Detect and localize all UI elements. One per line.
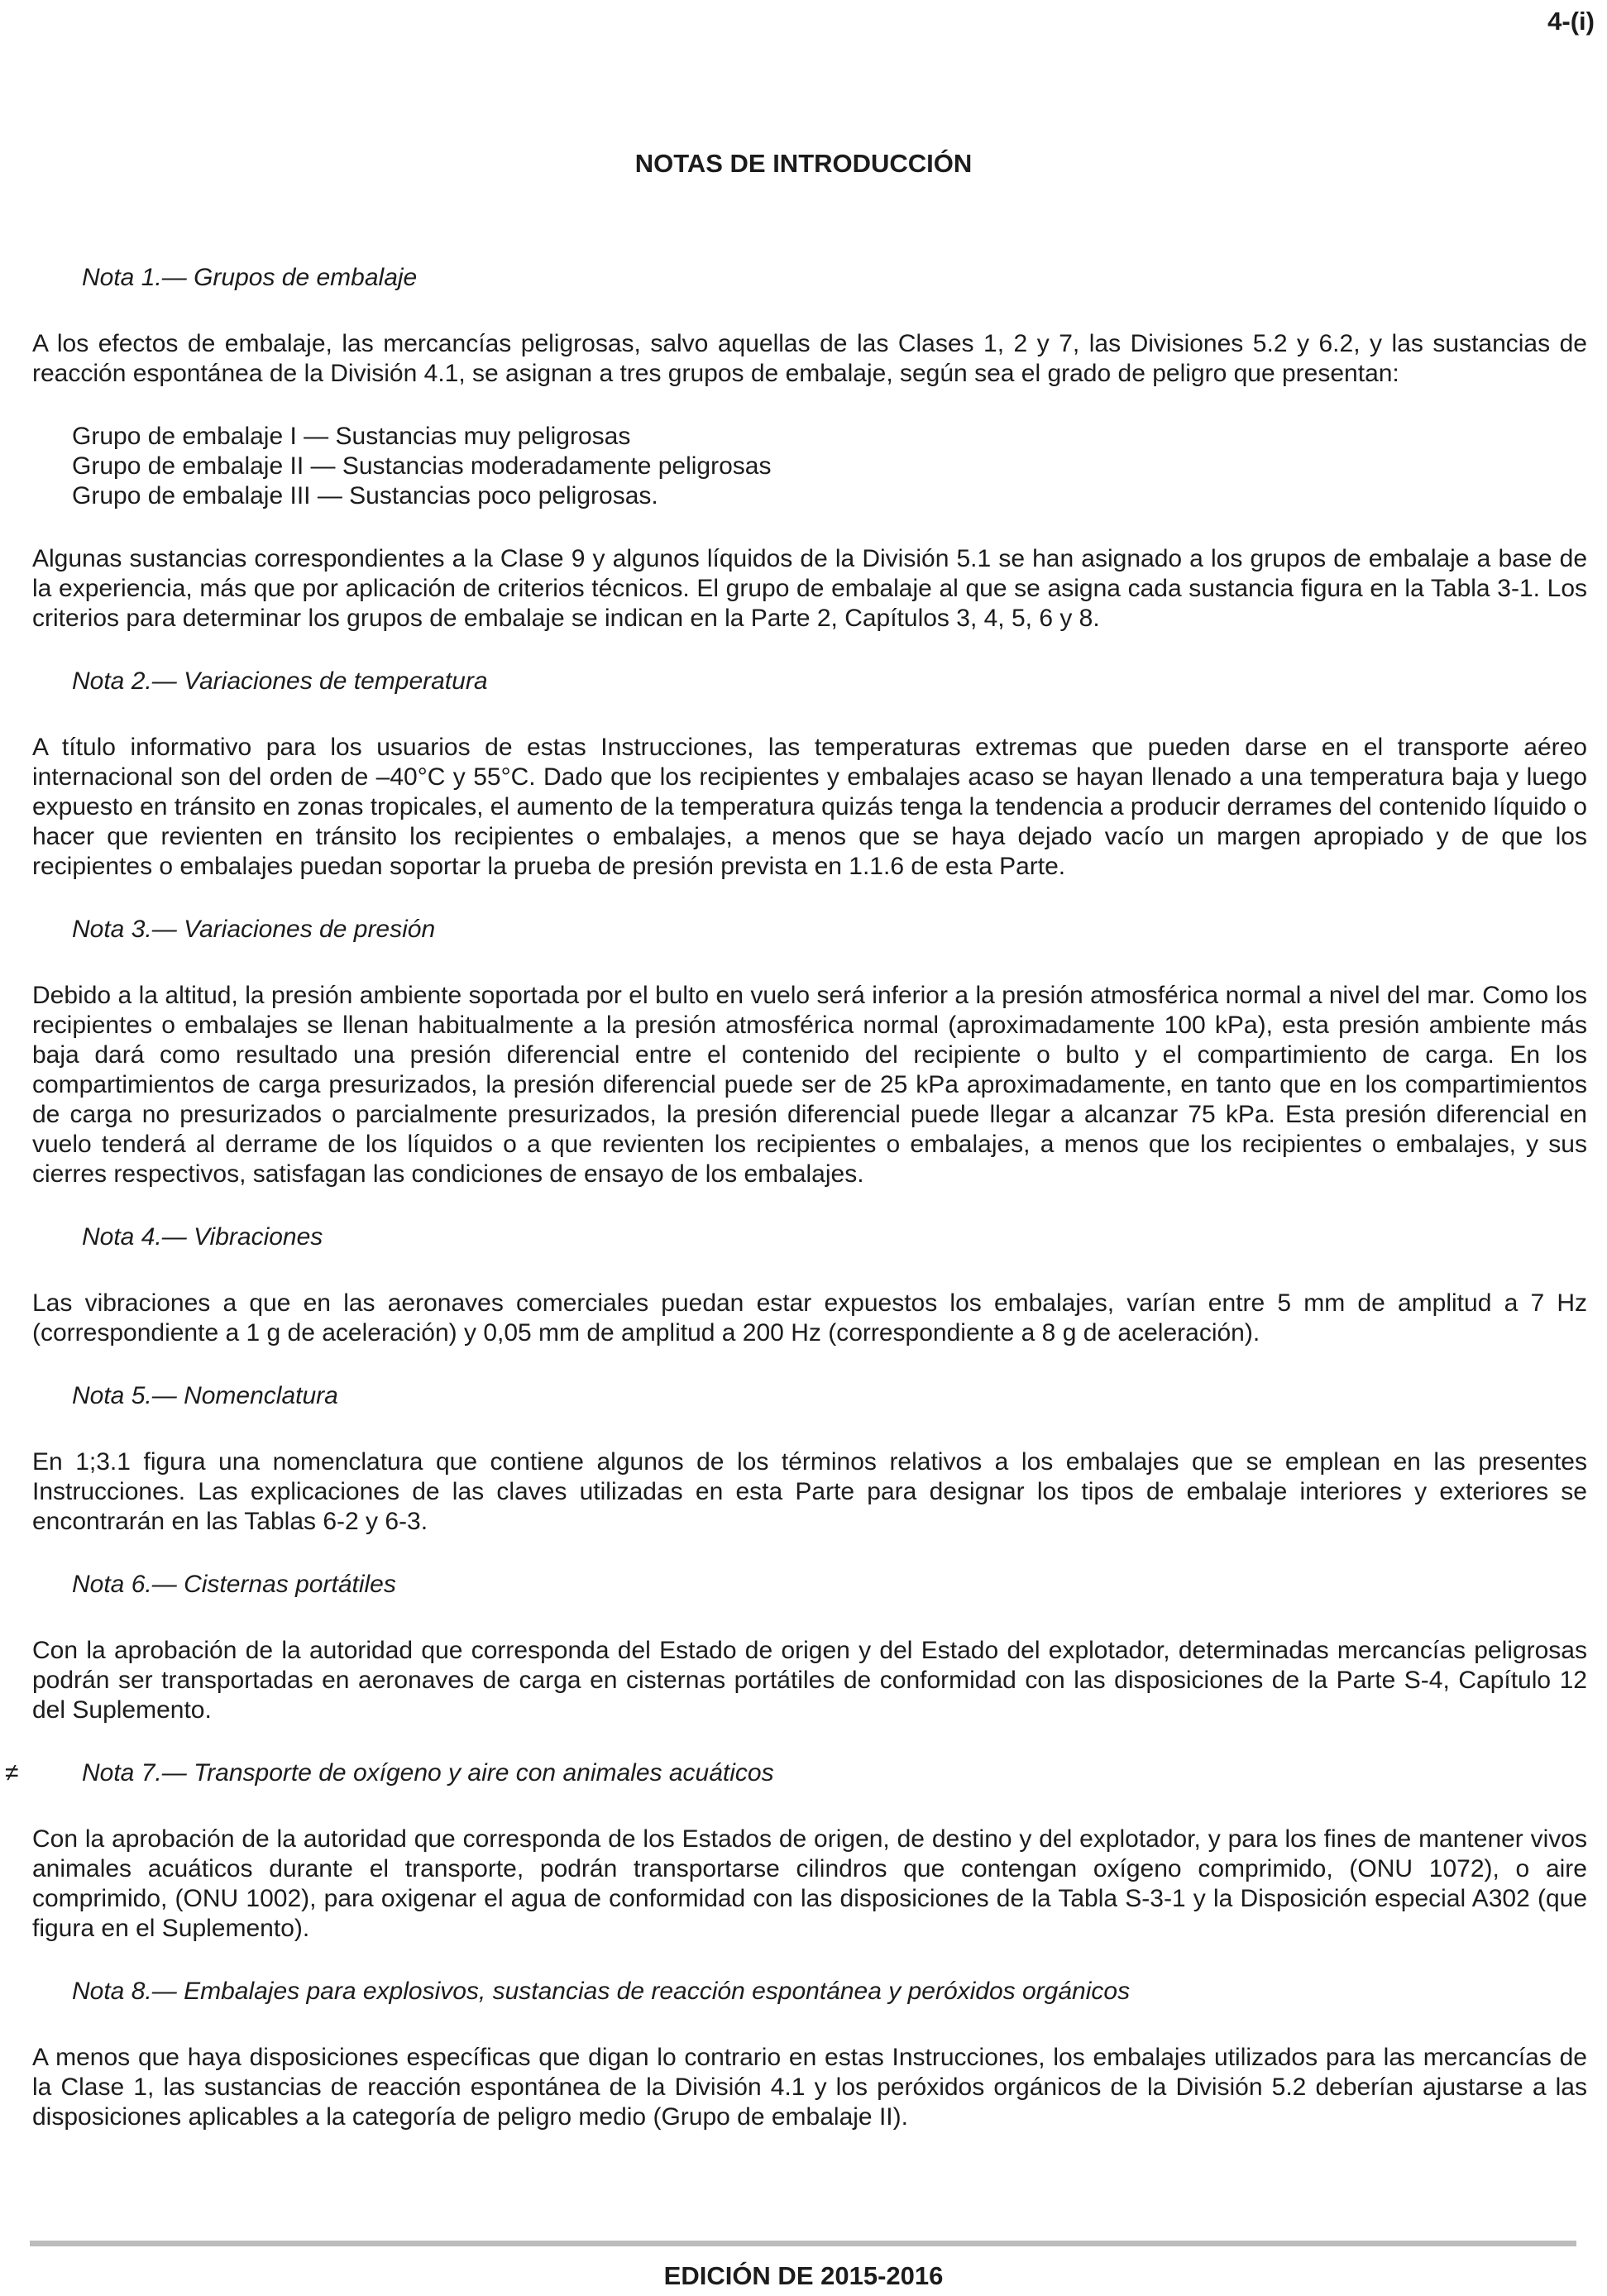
- note-title: Cisternas portátiles: [184, 1571, 396, 1598]
- note-paragraph: Debido a la altitud, la presión ambiente soportada por el bulto en vuelo será inferior a la presión atmosférica normal a nivel del mar. Como los recipientes o embalajes se llenan habitualmente a la presión atmosférica normal (aproximadamente 100 kPa), esta presión ambiente más baja dará como resultado una presión diferencial entre el contenido del recipiente o bulto y el compartimiento de carga. En los compartimientos de carga presurizados, la presión diferencial puede ser de 25 kPa aproximadamente, en tanto que en los compartimientos de carga no presurizados o parcialmente presurizados, la presión diferencial puede llegar a alcanzar 75 kPa. Esta presión diferencial en vuelo tenderá al derrame de los líquidos o a que revienten los recipientes o embalajes, a menos que los recipientes o embalajes, y sus cierres respectivos, satisfagan las condiciones de ensayo de los embalajes.: [32, 982, 1587, 1188]
- note-5: [32, 1381, 1587, 1537]
- note-paragraph: Con la aprobación de la autoridad que corresponda del Estado de origen y del Estado del explotador, determinadas mercancías peligrosas podrán ser transportadas en aeronaves de carga en cisternas portátiles de conformidad con las disposiciones de la Parte S-4, Capítulo 12 del Suplemento.: [32, 1637, 1587, 1724]
- note-2: [32, 667, 1587, 882]
- note-number: Nota 5.: [72, 1382, 152, 1409]
- note-heading: Nota 5.— Nomenclatura: [72, 1382, 338, 1409]
- note-paragraph: A título informativo para los usuarios de estas Instrucciones, las temperaturas extremas que pueden darse en el transporte aéreo internacional son del orden de –40°C y 55°C. Dado que los recipientes y embalajes acaso se hayan llenado a una temperatura baja y luego expuesto en tránsito en zonas tropicales, el aumento de la temperatura quizás tenga la tendencia a producir derrames del contenido líquido o hacer que revienten en tránsito los recipientes o embalajes, a menos que se haya dejado vacío un margen apropiado y de que los recipientes o embalajes puedan soportar la prueba de presión prevista en 1.1.6 de esta Parte.: [32, 734, 1587, 880]
- note-number: Nota 7.: [82, 1759, 162, 1787]
- note-7: [5, 1758, 1587, 1944]
- list-item: Grupo de embalaje I — Sustancias muy peligrosas: [72, 423, 631, 450]
- note-paragraph: A menos que haya disposiciones específicas que digan lo contrario en estas Instrucciones, los embalajes utilizados para las mercancías de la Clase 1, las sustancias de reacción espontánea de la División 4.1 y los peróxidos orgánicos de la División 5.2 deberían ajustarse a las disposiciones aplicables a la categoría de peligro medio (Grupo de embalaje II).: [32, 2044, 1587, 2131]
- note-paragraph: En 1;3.1 figura una nomenclatura que contiene algunos de los términos relativos a los embalajes que se emplean en las presentes Instrucciones. Las explicaciones de las claves utilizadas en esta Parte para designar los tipos de embalaje interiores y exteriores se encontrarán en las Tablas 6-2 y 6-3.: [32, 1448, 1587, 1535]
- packing-group-list: [72, 422, 1587, 511]
- note-8: [32, 1977, 1587, 2132]
- note-number: Nota 8.: [72, 1978, 152, 2005]
- edition-footer: EDICIÓN DE 2015-2016: [663, 2261, 944, 2290]
- note-number: Nota 3.: [72, 916, 152, 943]
- note-heading: Nota 8.— Embalajes para explosivos, sustancias de reacción espontánea y peróxidos orgánicos: [72, 1978, 1131, 2005]
- change-mark-icon: ≠: [5, 1759, 19, 1787]
- note-heading: Nota 6.— Cisternas portátiles: [72, 1571, 396, 1598]
- note-3: [32, 915, 1587, 1189]
- note-1: [32, 263, 1587, 634]
- note-paragraph: Las vibraciones a que en las aeronaves comerciales puedan estar expuestos los embalajes, varían entre 5 mm de amplitud a 7 Hz (correspondiente a 1 g de aceleración) y 0,05 mm de amplitud a 200 Hz (correspondiente a 8 g de aceleración).: [32, 1289, 1587, 1347]
- note-title: Variaciones de presión: [184, 916, 436, 943]
- note-title: Vibraciones: [194, 1223, 323, 1251]
- note-title: Transporte de oxígeno y aire con animales acuáticos: [194, 1759, 774, 1787]
- list-item: Grupo de embalaje II — Sustancias moderadamente peligrosas: [72, 452, 772, 480]
- note-heading: Nota 1.— Grupos de embalaje: [82, 264, 418, 291]
- list-item: Grupo de embalaje III — Sustancias poco peligrosas.: [72, 482, 658, 509]
- note-title: Embalajes para explosivos, sustancias de reacción espontánea y peróxidos orgánicos: [184, 1978, 1131, 2005]
- notes-content: [5, 263, 1587, 2165]
- note-title: Grupos de embalaje: [194, 264, 418, 291]
- note-heading: Nota 2.— Variaciones de temperatura: [72, 667, 488, 695]
- note-6: [32, 1570, 1587, 1725]
- note-heading: ≠ Nota 7.— Transporte de oxígeno y aire con animales acuáticos: [5, 1759, 774, 1787]
- note-title: Nomenclatura: [184, 1382, 338, 1409]
- page-title: NOTAS DE INTRODUCCIÓN: [634, 149, 973, 178]
- note-heading: Nota 3.— Variaciones de presión: [72, 916, 436, 943]
- note-heading: Nota 4.— Vibraciones: [82, 1223, 323, 1251]
- note-paragraph: Con la aprobación de la autoridad que corresponda de los Estados de origen, de destino y del explotador, y para los fines de mantener vivos animales acuáticos durante el transporte, podrán transportarse cilindros que contengan oxígeno comprimido, (ONU 1072), o aire comprimido, (ONU 1002), para oxigenar el agua de conformidad con las disposiciones de la Tabla S-3-1 y la Disposición especial A302 (que figura en el Suplemento).: [32, 1825, 1587, 1942]
- note-number: Nota 6.: [72, 1571, 152, 1598]
- note-paragraph: Algunas sustancias correspondientes a la Clase 9 y algunos líquidos de la División 5.1 se han asignado a los grupos de embalaje a base de la experiencia, más que por aplicación de criterios técnicos. El grupo de embalaje al que se asigna cada sustancia figura en la Tabla 3-1. Los criterios para determinar los grupos de embalaje se indican en la Parte 2, Capítulos 3, 4, 5, 6 y 8.: [32, 545, 1587, 632]
- page-number: 4-(i): [1547, 7, 1595, 36]
- footer-divider: [30, 2241, 1576, 2246]
- note-number: Nota 1.: [82, 264, 162, 291]
- note-title: Variaciones de temperatura: [184, 667, 488, 695]
- note-paragraph: A los efectos de embalaje, las mercancías peligrosas, salvo aquellas de las Clases 1, 2 y 7, las Divisiones 5.2 y 6.2, y las sustancias de reacción espontánea de la División 4.1, se asignan a tres grupos de embalaje, según sea el grado de peligro que presentan:: [32, 330, 1587, 387]
- note-number: Nota 2.: [72, 667, 152, 695]
- note-4: [32, 1222, 1587, 1348]
- note-number: Nota 4.: [82, 1223, 162, 1251]
